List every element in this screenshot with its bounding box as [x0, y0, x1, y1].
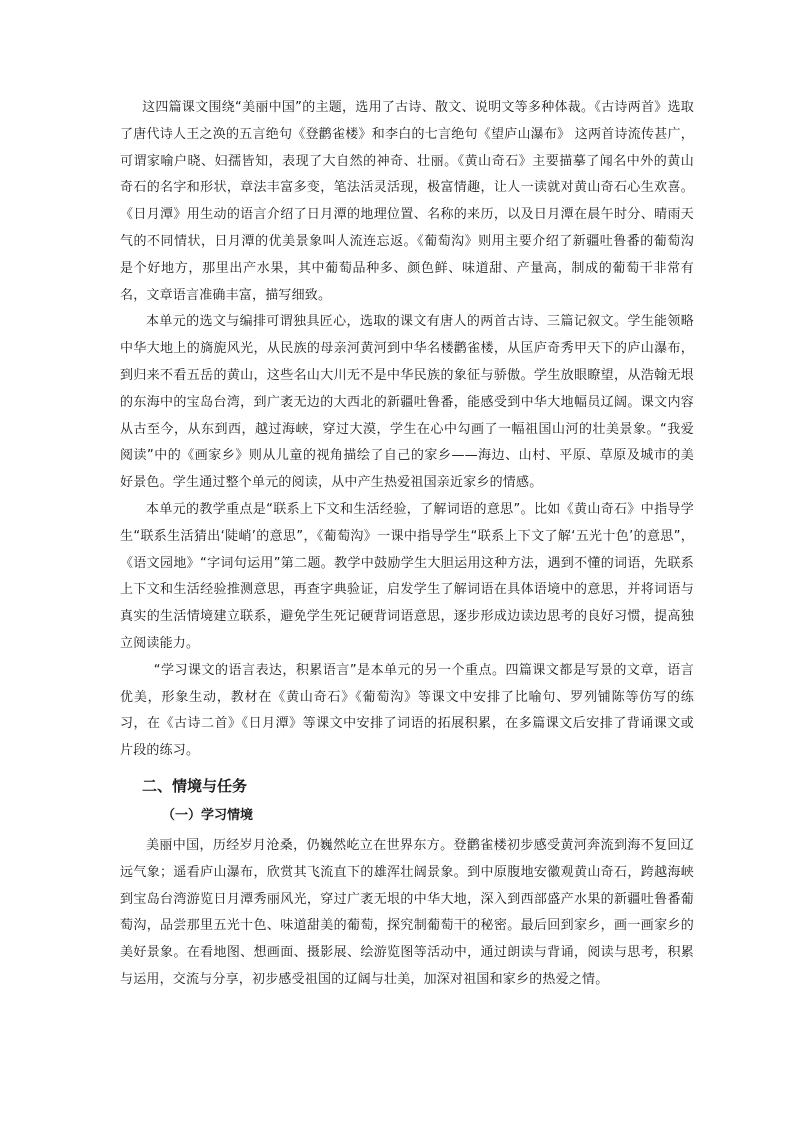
paragraph-language-focus: “学习课文的语言表达，积累语言”是本单元的另一个重点。四篇课文都是写景的文章，语言优美，形象生动，教材在《黄山奇石》《葡萄沟》等课文中安排了比喻句、罗列铺陈等仿写的练习，在《古诗二首》《日月潭》等课文中安排了词语的拓展积累，在多篇课文后安排了背诵课文或片段的练习。	[120, 662, 694, 759]
paragraph-selection-arrangement: 本单元的选文与编排可谓独具匠心，选取的课文有唐人的两首古诗、三篇记叙文。学生能领略中华大地上的旖旎风光，从民族的母亲河黄河到中华名楼鹳雀楼，从匡庐奇秀甲天下的庐山瀑布，到归来不看五岳的黄山，这些名山大川无不是中华民族的象征与骄傲。学生放眼瞭望，从浩翰无垠的东海中的宝岛台湾，到广袤无边的大西北的新疆吐鲁番，能感受到中华大地幅员辽阔。课文内容从古至今，从东到西，越过海峡，穿过大漠，学生在心中勾画了一幅祖国山河的壮美景象。“我爱阅读”中的《画家乡》则从儿童的视角描绘了自己的家乡——海边、山村、平原、草原及城市的美好景色。学生通过整个单元的阅读，从中产生热爱祖国亲近家乡的情感。	[120, 314, 694, 491]
section-heading-situation-task: 二、情境与任务	[142, 776, 248, 795]
document-page	[120, 95, 694, 994]
paragraph-teaching-focus: 本单元的教学重点是“联系上下文和生活经验，了解词语的意思”。比如《黄山奇石》中指导学生“联系生活猜出‘陡峭’的意思”，《葡萄沟》一课中指导学生“联系上下文了解‘五光十色’的意思”，《语文园地》“字词句运用”第二题。教学中鼓励学生大胆运用这种方法，遇到不懂的词语，先联系上下文和生活经验推测意思，再查字典验证，启发学生了解词语在具体语境中的意思，并将词语与真实的生活情境建立联系，避免学生死记硬背词语意思，逐步形成边读边思考的良好习惯，提高独立阅读能力。	[120, 501, 694, 651]
paragraph-learning-situation: 美丽中国，历经岁月沧桑，仍巍然屹立在世界东方。登鹳雀楼初步感受黄河奔流到海不复回辽远气象；遥看庐山瀑布，欣赏其飞流直下的雄浑壮阔景象。到中原腹地安徽观黄山奇石，跨越海峡到宝岛台湾游览日月潭秀丽风光，穿过广袤无垠的中华大地，深入到西部盛产水果的新疆吐鲁番葡萄沟，品尝那里五光十色、味道甜美的葡萄，探究制葡萄干的秘密。最后回到家乡，画一画家乡的美好景象。在看地图、想画面、摄影展、绘游览图等活动中，通过朗读与背诵，阅读与思考，积累与运用，交流与分享，初步感受祖国的辽阔与壮美，加深对祖国和家乡的热爱之情。	[120, 837, 694, 987]
paragraph-unit-overview: 这四篇课文围绕“美丽中国”的主题，选用了古诗、散文、说明文等多种体裁。《古诗两首》选取了唐代诗人王之涣的五言绝句《登鹳雀楼》和李白的七言绝句《望庐山瀑布》 这两首诗流传甚广，可谓家喻户晓、妇孺皆知，表现了大自然的神奇、壮丽。《黄山奇石》主要描摹了闻名中外的黄山奇石的名字和形状，章法丰富多变，笔法活灵活现，极富情趣，让人一读就对黄山奇石心生欢喜。《日月潭》用生动的语言介绍了日月潭的地理位置、名称的来历，以及日月潭在晨午时分、晴雨天气的不同情状，日月潭的优美景象叫人流连忘返。《葡萄沟》则用主要介绍了新疆吐鲁番的葡萄沟是个好地方，那里出产水果，其中葡萄品种多、颜色鲜、味道甜、产量高，制成的葡萄干非常有名，文章语言准确丰富，描写细致。	[120, 100, 694, 303]
subsection-heading-learning-situation: （一）学习情境	[162, 807, 254, 823]
